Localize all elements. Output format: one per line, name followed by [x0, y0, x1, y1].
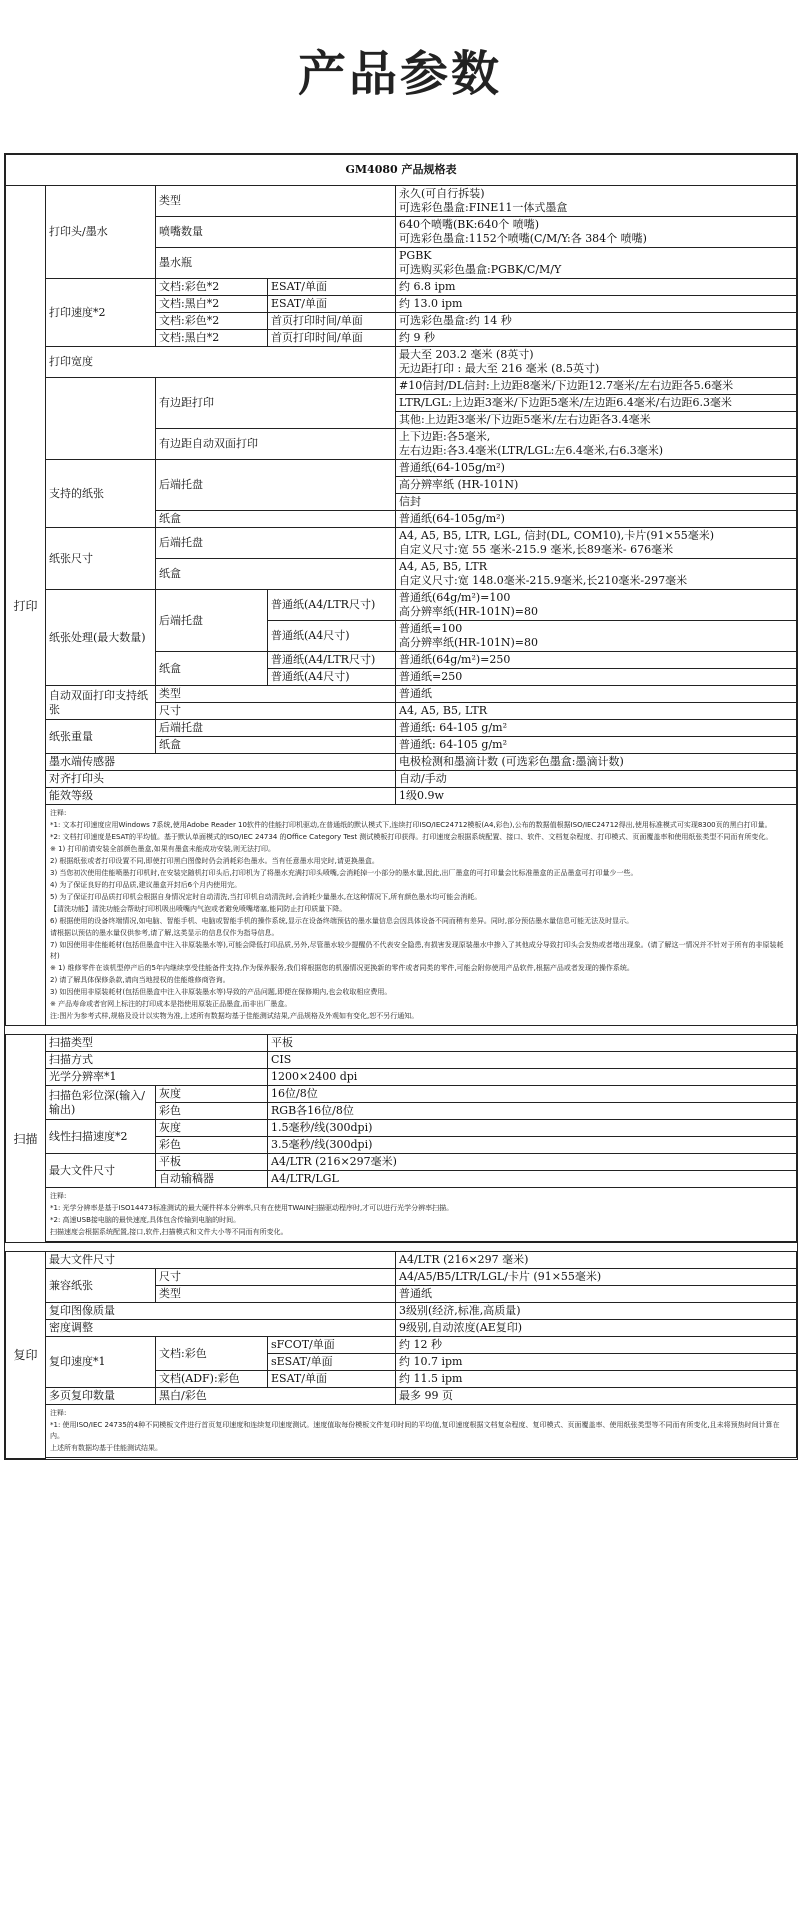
cell: sFCOT/单面 [268, 1337, 396, 1354]
note-line: 2) 根据纸张或者打印设置不同,即使打印黑白图像时仍会消耗彩色墨水。当有任意墨水用完时,请更换墨盒。 [50, 857, 379, 865]
cell-value: 1200×2400 dpi [268, 1069, 797, 1086]
cell: ESAT/单面 [268, 296, 396, 313]
value-line: 可选彩色墨盒:1152个喷嘴(C/M/Y:各 384个 喷嘴) [399, 232, 647, 245]
cell: 文档:黑白*2 [156, 296, 268, 313]
note-line: *2: 文档打印速度是ESAT的平均值。基于默认单面模式的ISO/IEC 24734 的Office Category Test 测试模板打印获得。打印速度会根据系统配置、接口、软件、文档复杂程度、打印模式、页面覆盖率和使用纸张类型不同而有所变化。 [50, 833, 773, 841]
note-line: ※ 1) 打印前请安装全部颜色墨盒,如果有墨盒未能成功安装,则无法打印。 [50, 845, 275, 853]
cell-value: 约 12 秒 [396, 1337, 797, 1354]
cell: 黑白/彩色 [156, 1388, 396, 1405]
cell-value: 16位/8位 [268, 1086, 797, 1103]
note-line: 注释: [50, 1409, 67, 1417]
table-title: GM4080 产品规格表 [6, 155, 797, 186]
cell-value [396, 429, 797, 460]
cell-value [396, 621, 797, 652]
row-label: 打印速度*2 [46, 279, 156, 347]
value-line: 可选彩色墨盒:FINE11一体式墨盒 [399, 201, 568, 214]
row-label: 扫描类型 [46, 1035, 268, 1052]
cell-value: A4, A5, B5, LTR [396, 703, 797, 720]
row-label: 对齐打印头 [46, 771, 396, 788]
cell-value: 可选彩色墨盒:约 14 秒 [396, 313, 797, 330]
cell: ESAT/单面 [268, 279, 396, 296]
row-label: 最大文件尺寸 [46, 1154, 156, 1188]
note-line: 5) 为了保证打印品质打印机会根据自身情况定时自动清洗,当打印机自动清洗时,会消耗少量墨水,在这种情况下,所有颜色墨水均可能会消耗。 [50, 893, 482, 901]
value-line: A4, A5, B5, LTR, LGL, 信封(DL, COM10),卡片(91×55毫米) [399, 529, 715, 542]
section-scan: 扫描 [6, 1035, 46, 1243]
cell: 普通纸(A4/LTR尺寸) [268, 652, 396, 669]
section-gap [6, 1243, 797, 1252]
cell-value [396, 590, 797, 621]
row-label: 光学分辨率*1 [46, 1069, 268, 1086]
spec-sheet [4, 153, 798, 1460]
spec-table [5, 154, 797, 1459]
cell-value: 约 9 秒 [396, 330, 797, 347]
cell: 有边距自动双面打印 [156, 429, 396, 460]
value-line: 普通纸(64g/m²)=100 [399, 591, 511, 604]
value-line: 640个喷嘴(BK:640个 喷嘴) [399, 218, 540, 231]
cell: 类型 [156, 686, 396, 703]
section-gap [6, 1026, 797, 1035]
row-label [46, 378, 156, 460]
spacer [46, 1458, 797, 1459]
cell-value: 约 6.8 ipm [396, 279, 797, 296]
row-label: 打印宽度 [46, 347, 396, 378]
cell: 首页打印时间/单面 [268, 313, 396, 330]
value-line: 永久(可自行拆装) [399, 187, 485, 200]
value-line: 自定义尺寸:宽 55 毫米-215.9 毫米,长89毫米- 676毫米 [399, 543, 674, 556]
value-line: A4, A5, B5, LTR [399, 560, 487, 573]
note-line: 6) 根据使用的设备终端情况,如电脑、智能手机、电脑或智能手机的操作系统,显示在设备终端预估的墨水量信息会因具体设备不同而稍有差异。同时,部分预估墨水量信息可能无法及时显示。 [50, 917, 634, 925]
cell-value [396, 217, 797, 248]
note-line: 注释: [50, 809, 67, 817]
row-label: 复印速度*1 [46, 1337, 156, 1388]
row-label: 最大文件尺寸 [46, 1252, 396, 1269]
cell: 文档:彩色*2 [156, 313, 268, 330]
cell-value: 高分辨率纸 (HR-101N) [396, 477, 797, 494]
cell-value [396, 528, 797, 559]
cell: 纸盒 [156, 511, 396, 528]
cell-value: RGB各16位/8位 [268, 1103, 797, 1120]
cell-value: 普通纸(64-105g/m²) [396, 460, 797, 477]
cell: 彩色 [156, 1103, 268, 1120]
note-line: 注释: [50, 1192, 67, 1200]
note-line: 注:图片为参考式样,规格及设计以实物为准,上述所有数据均基于佳能测试结果,产品规格及外观如有变化,恕不另行通知。 [50, 1012, 419, 1020]
section-print: 打印 [6, 186, 46, 1026]
note-line: ※ 1) 维修零件在该机型停产后的5年内继续享受佳能备件支持,作为保养服务,我们将根据您的机器情况更换新的零件或者同类的零件,可能会附你使用产品软件,根据产品或者发现的操作系统。 [50, 964, 634, 972]
cell: 后端托盘 [156, 720, 396, 737]
row-label: 能效等级 [46, 788, 396, 805]
value-line: PGBK [399, 249, 432, 262]
cell: 类型 [156, 1286, 396, 1303]
cell: 平板 [156, 1154, 268, 1171]
note-line: ※ 产品寿命或者官网上标注的打印成本是指使用原装正品墨盒,而非出厂墨盒。 [50, 1000, 292, 1008]
row-label: 支持的纸张 [46, 460, 156, 528]
cell-value: 普通纸(64g/m²)=250 [396, 652, 797, 669]
cell: 类型 [156, 186, 396, 217]
value-line: 自定义尺寸:宽 148.0毫米-215.9毫米,长210毫米-297毫米 [399, 574, 688, 587]
cell-value: 信封 [396, 494, 797, 511]
row-label: 复印图像质量 [46, 1303, 396, 1320]
note-line: 3) 如因使用非原装耗材(包括但墨盒中注入非原装墨水等)导致的产品问题,即便在保修期内,也会收取相应费用。 [50, 988, 392, 996]
value-line: 高分辨率纸(HR-101N)=80 [399, 605, 539, 618]
cell-value: 3.5毫秒/线(300dpi) [268, 1137, 797, 1154]
page-title: 产品参数 [297, 46, 502, 102]
cell: 纸盒 [156, 737, 396, 754]
row-label: 密度调整 [46, 1320, 396, 1337]
cell-value: A4/LTR (216×297毫米) [268, 1154, 797, 1171]
value-line: 无边距打印 : 最大至 216 毫米 (8.5英寸) [399, 362, 600, 375]
row-label: 兼容纸张 [46, 1269, 156, 1303]
row-label: 纸张尺寸 [46, 528, 156, 590]
cell-value: 普通纸 [396, 1286, 797, 1303]
note-line: 上述所有数据均基于佳能测试结果。 [50, 1444, 162, 1452]
note-line: *1: 使用ISO/IEC 24735的4种不同模板文件进行首页复印速度和连续复印速度测试。速度值取每份模板文件复印时间的平均值,复印速度根据文档复杂程度、复印模式、页面覆盖率、使用纸张类型等不同而有所变化,且未将预热时间计算在内。 [50, 1421, 780, 1440]
cell-value: 平板 [268, 1035, 797, 1052]
note-line: 7) 如因使用非佳能耗材(包括但墨盒中注入非原装墨水等),可能会降低打印品质,另外,尽管墨水较少提醒仍不代表安全隐患,有损害发现原装墨水中掺入了其他成分导致打印头会发热或者堵出现象。(请了解这一情况并不针对于所有的非原装耗材) [50, 941, 784, 960]
cell-value: 约 13.0 ipm [396, 296, 797, 313]
cell-value: 普通纸: 64-105 g/m² [396, 737, 797, 754]
row-label: 自动双面打印支持纸张 [46, 686, 156, 720]
cell-value: #10信封/DL信封:上边距8毫米/下边距12.7毫米/左右边距各5.6毫米 [396, 378, 797, 395]
cell: 文档(ADF):彩色 [156, 1371, 268, 1388]
cell: 纸盒 [156, 559, 396, 590]
cell-value: 其他:上边距3毫米/下边距5毫米/左右边距各3.4毫米 [396, 412, 797, 429]
cell: 文档:彩色*2 [156, 279, 268, 296]
value-line: 普通纸=100 [399, 622, 463, 635]
cell: 首页打印时间/单面 [268, 330, 396, 347]
cell-value: 普通纸: 64-105 g/m² [396, 720, 797, 737]
cell: 普通纸(A4尺寸) [268, 621, 396, 652]
cell: 文档:黑白*2 [156, 330, 268, 347]
cell-value: CIS [268, 1052, 797, 1069]
cell-value: 约 11.5 ipm [396, 1371, 797, 1388]
scan-notes [46, 1188, 797, 1242]
cell: 尺寸 [156, 1269, 396, 1286]
note-line: 请根据以预估的墨水量仅供参考,请了解,这类显示的信息仅作为指导信息。 [50, 929, 279, 937]
cell: 喷嘴数量 [156, 217, 396, 248]
cell-value: 1级0.9w [396, 788, 797, 805]
cell-value: 普通纸(64-105g/m²) [396, 511, 797, 528]
cell: ESAT/单面 [268, 1371, 396, 1388]
note-line: 【清洗功能】清洗功能会帮助打印机吸出喷嘴内气泡或者避免喷嘴堵塞,能同防止打印质量下降。 [50, 905, 347, 913]
cell-value: 约 10.7 ipm [396, 1354, 797, 1371]
row-label: 打印头/墨水 [46, 186, 156, 279]
cell-value [396, 186, 797, 217]
table-title-row [6, 155, 797, 186]
cell: 尺寸 [156, 703, 396, 720]
cell: 普通纸(A4尺寸) [268, 669, 396, 686]
cell: 灰度 [156, 1086, 268, 1103]
value-line: 上下边距:各5毫米, [399, 430, 491, 443]
copy-notes [46, 1405, 797, 1458]
cell: 后端托盘 [156, 528, 396, 559]
cell: 墨水瓶 [156, 248, 396, 279]
cell: 纸盒 [156, 652, 268, 686]
row-label: 纸张处理(最大数量) [46, 590, 156, 686]
cell: 后端托盘 [156, 590, 268, 652]
cell-value: LTR/LGL:上边距3毫米/下边距5毫米/左边距6.4毫米/右边距6.3毫米 [396, 395, 797, 412]
cell-value: 普通纸=250 [396, 669, 797, 686]
cell-value: 9级别,自动浓度(AE复印) [396, 1320, 797, 1337]
section-copy: 复印 [6, 1252, 46, 1459]
cell-value [396, 347, 797, 378]
cell-value [396, 248, 797, 279]
row-label: 墨水端传感器 [46, 754, 396, 771]
cell-value: 自动/手动 [396, 771, 797, 788]
note-line: *1: 光学分辨率是基于ISO14473标准测试的最大硬件样本分辨率,只有在使用TWAIN扫描驱动程序时,才可以进行光学分辨率扫描。 [50, 1204, 454, 1212]
cell: 自动输稿器 [156, 1171, 268, 1188]
cell-value [396, 559, 797, 590]
note-line: 4) 为了保证良好的打印品质,建议墨盒开封后6个月内使用完。 [50, 881, 242, 889]
cell-value: 最多 99 页 [396, 1388, 797, 1405]
print-notes [46, 805, 797, 1026]
note-line: 扫描速度会根据系统配置,接口,软件,扫描模式和文件大小等不同而有所变化。 [50, 1228, 288, 1236]
value-line: 左右边距:各3.4毫米(LTR/LGL:左6.4毫米,右6.3毫米) [399, 444, 664, 457]
cell-value: A4/LTR/LGL [268, 1171, 797, 1188]
cell: 文档:彩色 [156, 1337, 268, 1371]
cell-value: 电极检测和墨滴计数 (可选彩色墨盒:墨滴计数) [396, 754, 797, 771]
value-line: 可选购买彩色墨盒:PGBK/C/M/Y [399, 263, 562, 276]
value-line: 高分辨率纸(HR-101N)=80 [399, 636, 539, 649]
row-label: 纸张重量 [46, 720, 156, 754]
cell: 灰度 [156, 1120, 268, 1137]
cell: sESAT/单面 [268, 1354, 396, 1371]
note-line: *1: 文本打印速度应用Windows 7系统,使用Adobe Reader 10软件的佳能打印机驱动,在普通纸的默认模式下,连续打印ISO/IEC24712模板(A4,彩色),公布的数据值根据ISO/IEC24712得出,使用标准模式可实现8300页的黑白打印量。 [50, 821, 772, 829]
cell: 有边距打印 [156, 378, 396, 429]
value-line: 最大至 203.2 毫米 (8英寸) [399, 348, 534, 361]
cell-value: 1.5毫秒/线(300dpi) [268, 1120, 797, 1137]
cell-value: A4/A5/B5/LTR/LGL/卡片 (91×55毫米) [396, 1269, 797, 1286]
cell: 普通纸(A4/LTR尺寸) [268, 590, 396, 621]
row-label: 扫描色彩位深(输入/输出) [46, 1086, 156, 1120]
cell-value: A4/LTR (216×297 毫米) [396, 1252, 797, 1269]
row-label: 扫描方式 [46, 1052, 268, 1069]
note-line: 2) 请了解具体保修条款,请向当地授权的佳能维修商咨询。 [50, 976, 230, 984]
row-label: 线性扫描速度*2 [46, 1120, 156, 1154]
cell: 彩色 [156, 1137, 268, 1154]
note-line: 3) 当您初次使用佳能喷墨打印机时,在安装完随机打印头后,打印机为了将墨水充满打印头喷嘴,会消耗掉一小部分的墨水量,因此,出厂墨盒的可打印量会比标准墨盒的正品墨盒可打印量少一些。 [50, 869, 638, 877]
cell-value: 3级别(经济,标准,高质量) [396, 1303, 797, 1320]
note-line: *2: 高速USB接电脑的最快速度,具体包含传输到电脑的时间。 [50, 1216, 241, 1224]
cell: 后端托盘 [156, 460, 396, 511]
cell-value: 普通纸 [396, 686, 797, 703]
row-label: 多页复印数量 [46, 1388, 156, 1405]
